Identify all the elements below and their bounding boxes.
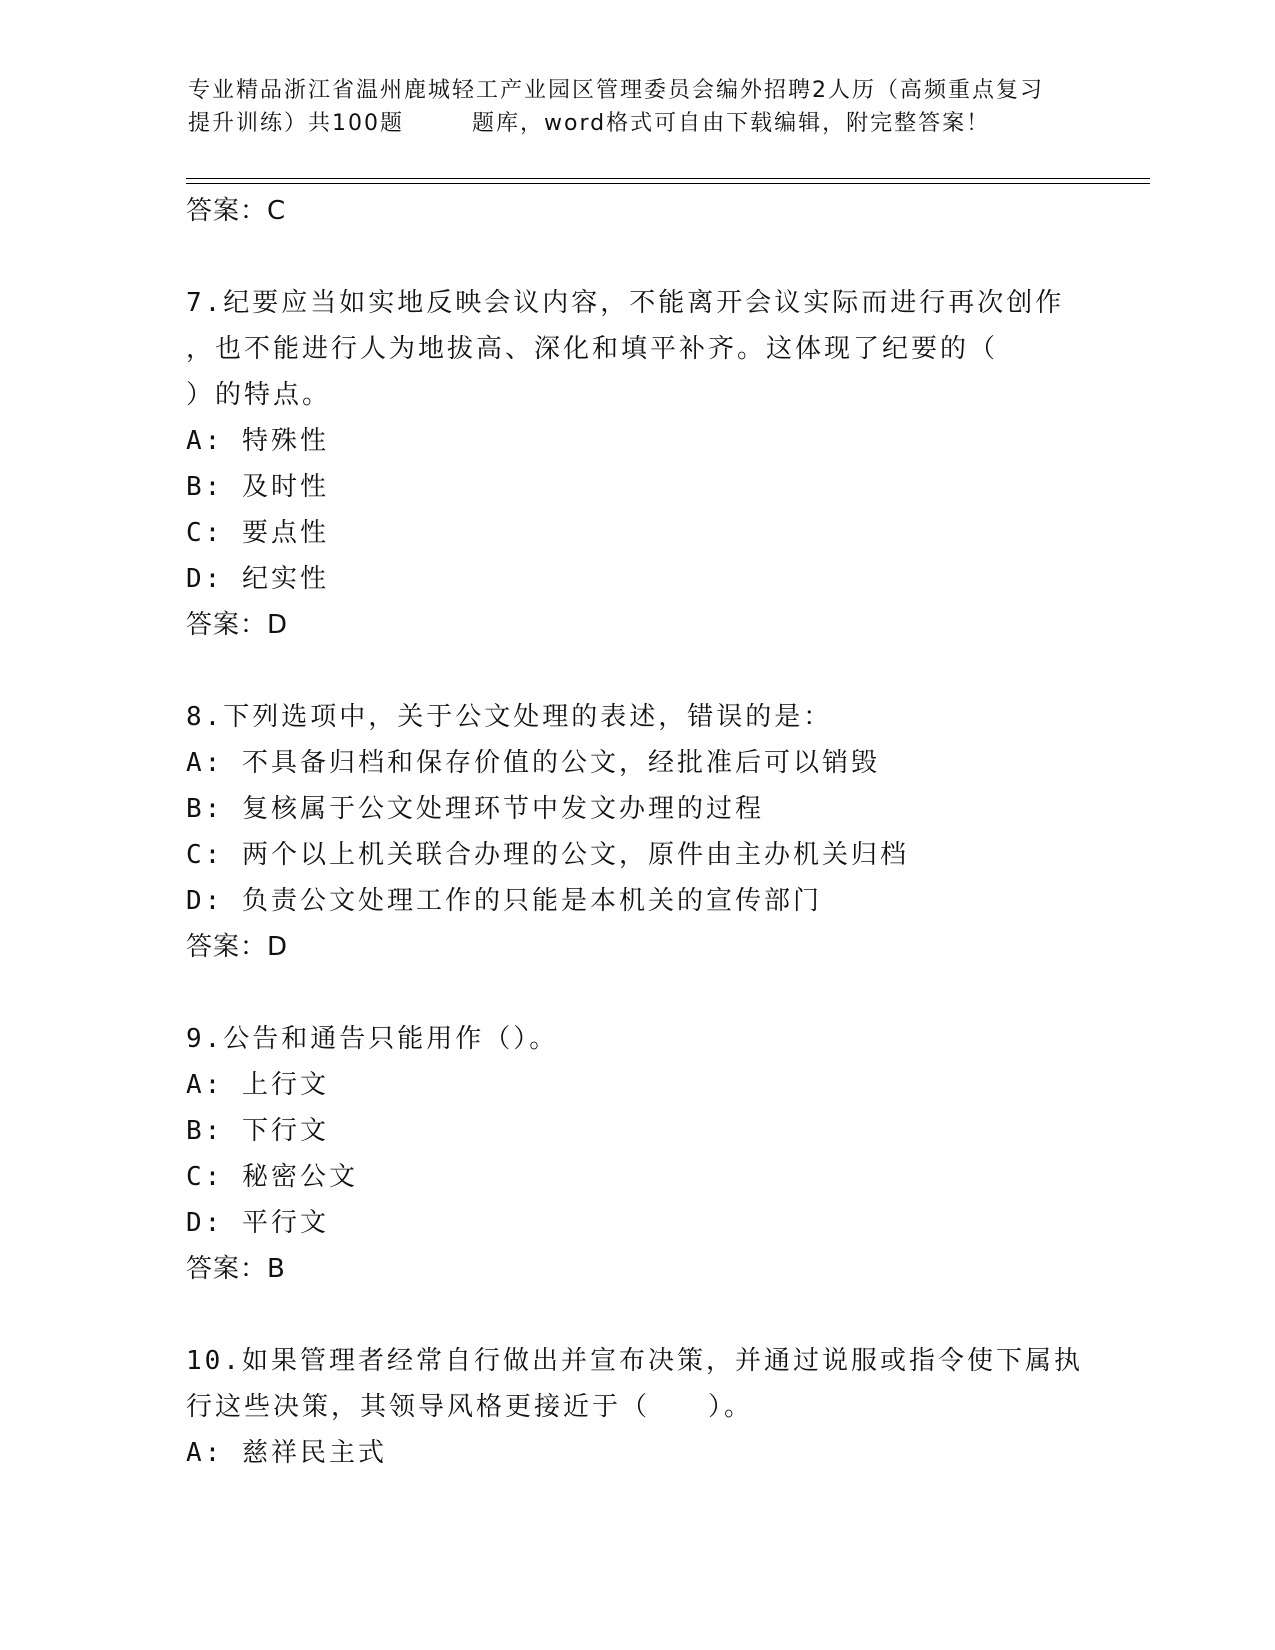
question-list [186,188,1146,1476]
option-d: D: 负责公文处理工作的只能是本机关的宣传部门 [186,886,822,916]
question-stem-line: 9.公告和通告只能用作（）。 [186,1024,559,1054]
header-divider-bottom [186,183,1150,184]
question-stem-line: ，也不能进行人为地拔高、深化和填平补齐。这体现了纪要的（ [186,334,999,364]
option-c: C: 要点性 [186,518,329,548]
header-divider-top [186,178,1150,179]
option-c: C: 两个以上机关联合办理的公文，原件由主办机关归档 [186,840,909,870]
answer-q9: 答案：B [186,1254,286,1284]
question-stem-line: 10.如果管理者经常自行做出并宣布决策，并通过说服或指令使下属执 [186,1346,1083,1376]
question-stem-line: 8.下列选项中，关于公文处理的表述，错误的是： [186,702,833,732]
option-a: A: 不具备归档和保存价值的公文，经批准后可以销毁 [186,748,880,778]
header-title-line-1: 专业精品浙江省温州鹿城轻工产业园区管理委员会编外招聘2人历（高频重点复习 [188,78,1044,103]
option-d: D: 平行文 [186,1208,329,1238]
answer-q6: 答案：C [186,196,287,226]
answer-q7: 答案：D [186,610,289,640]
header-title-left: 提升训练）共100题 [188,111,404,136]
option-a: A: 慈祥民主式 [186,1438,387,1468]
option-b: B: 及时性 [186,472,329,502]
header-title-line-2 [188,107,1088,140]
answer-q8: 答案：D [186,932,289,962]
question-7 [186,280,1146,648]
question-stem-line: 7.纪要应当如实地反映会议内容，不能离开会议实际而进行再次创作 [186,288,1065,318]
question-stem-line: ）的特点。 [186,380,332,410]
question-stem-line: 行这些决策，其领导风格更接近于（ ）。 [186,1392,754,1422]
option-b: B: 复核属于公文处理环节中发文办理的过程 [186,794,764,824]
option-d: D: 纪实性 [186,564,329,594]
option-b: B: 下行文 [186,1116,329,1146]
question-10 [186,1338,1146,1476]
option-a: A: 特殊性 [186,426,329,456]
option-c: C: 秘密公文 [186,1162,358,1192]
header-title-right: 题库，word格式可自由下载编辑，附完整答案！ [472,111,991,136]
page-header [188,74,1088,140]
option-a: A: 上行文 [186,1070,329,1100]
question-9 [186,1016,1146,1292]
question-8 [186,694,1146,970]
